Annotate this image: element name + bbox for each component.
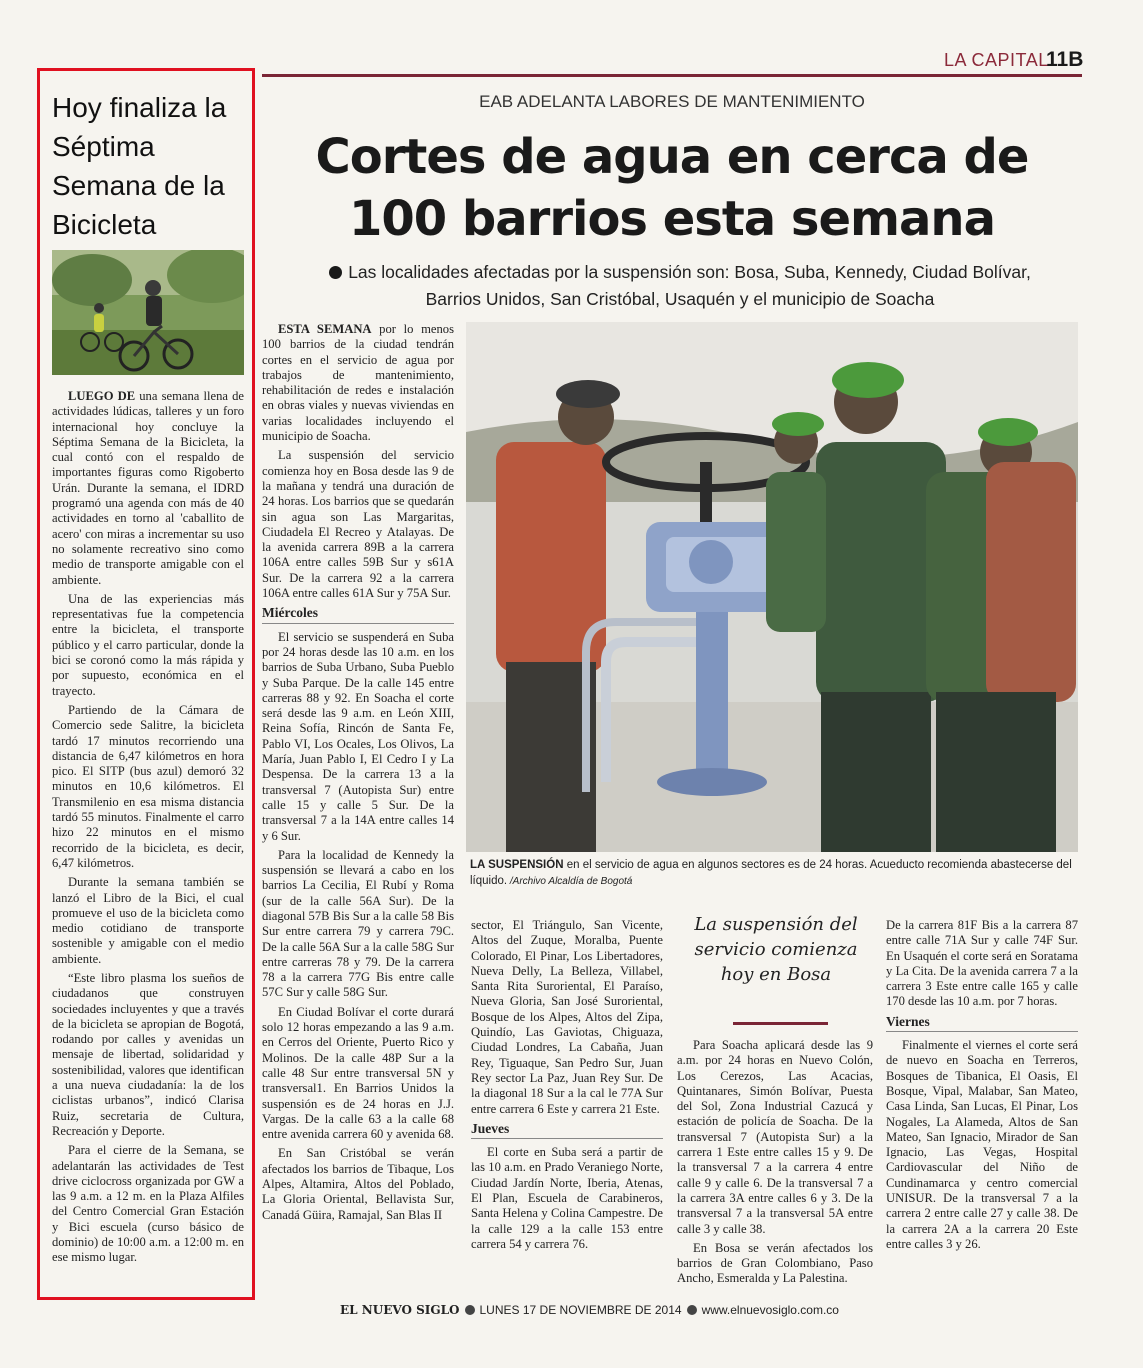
subhead-line: Barrios Unidos, San Cristóbal, Usaquén y el municipio de Soacha	[425, 289, 935, 309]
sidebar-body	[52, 389, 244, 1270]
subheading-miercoles: Miércoles	[262, 605, 454, 623]
sidebar-paragraph: Partiendo de la Cámara de Comercio sede Salitre, la bicicleta tardó 17 minutos recorriendo una distancia de 6,47 kilómetros en hora pico. El SITP (bus azul) demoró 32 minutos en 10,6 kilómetros. El Transmilenio en esa misma distancia tardó 55 minutos. Finalmente el carro hizo 22 minutos en el mismo recorrido de la bicicleta, es decir, 6,47 kilómetros.	[52, 702, 244, 870]
caption-lead: LA SUSPENSIÓN	[470, 859, 564, 871]
article-headline	[262, 126, 1082, 250]
main-photo-workers-valve	[466, 322, 1078, 852]
page-footer	[262, 1303, 1082, 1317]
article-paragraph: La suspensión del servicio comienza hoy en Bosa desde las 9 de la mañana y tendrá una duración de 24 horas. Los barrios que se quedarán sin agua son Las Margaritas, Ciudadela El Recreo y Atalayas. De la avenida carrera 89B a la carrera 106A entre calles 59B Sur y s61A Sur. De la carrera 92 a la carrera 106A entre calles 61A Sur y 75A Sur.	[262, 448, 454, 601]
sidebar-title: Hoy finaliza la Séptima Semana de la Bicicleta	[52, 92, 227, 240]
pull-quote: La suspensión del servicio comienza hoy en Bosa	[694, 914, 858, 985]
subheading-jueves: Jueves	[471, 1121, 663, 1139]
sidebar-photo-cyclists	[52, 250, 244, 375]
header-rule	[262, 74, 1082, 77]
subheading-viernes: Viernes	[886, 1014, 1078, 1032]
sidebar-paragraph: Una de las experiencias más representativas fue la competencia entre la bicicleta, el transporte público y el carro particular, donde la bici se coronó como la más rápida y por supuesto, económica en el trayecto.	[52, 591, 244, 698]
footer-date: LUNES 17 DE NOVIEMBRE DE 2014	[479, 1303, 682, 1317]
sidebar-paragraph: Durante la semana también se lanzó el Libro de la Bici, el cual promueve el uso de la bicicleta como medio cotidiano de transporte sostenible y amigable con el medio ambiente.	[52, 875, 244, 966]
article-paragraph: sector, El Triángulo, San Vicente, Altos del Zuque, Moralba, Puente Colorado, El Pinar, Los Libertadores, Nueva Delly, La Belleza, Villabel, Santa Rita Suroriental, El Paraíso, Nueva Gloria, San José Suroriental, Bosque de los Alpes, Altos del Zipa, Quindío, Las Gaviotas, Chiguaza, Ciudad Londres, La Cabaña, Juan Rey, Tiguaque, San Pedro Sur, Juan Rey sector La Paz, Juan Rey Sur. De la diagonal 18 Sur a la cal le 77A Sur entre carrera 6 Este y carrera 21 Este.	[471, 918, 663, 1116]
section-name: LA CAPITAL	[944, 50, 1049, 70]
sidebar-paragraph: Para el cierre de la Semana, se adelantarán las actividades de Test drive ciclocross organizada por GW a las 9 a.m. a 12 m. en la Plaza Alfiles del Centro Comercial Gran Estación y Bici escuela (curso básico de dominio) de 10:00 a.m. a 12:00 m. en ese mismo lugar.	[52, 1143, 244, 1265]
article-column-2	[471, 918, 663, 1256]
newspaper-brand: EL NUEVO SIGLO	[340, 1303, 460, 1317]
article-paragraph: El corte en Suba será a partir de las 10 a.m. en Prado Veraniego Norte, Ciudad Jardín Norte, Iberia, Atenas, El Plan, Escuela de Carabineros, Santa Helena y Colina Campestre. De la calle 129 a la calle 153 entre carrera 54 y carrera 76.	[471, 1145, 663, 1251]
headline-line: 100 barrios esta semana	[349, 191, 995, 247]
article-paragraph: En San Cristóbal se verán afectados los barrios de Tibaque, Los Alpes, Altamira, Altos del Poblado, La Gloria Oriental, Bellavista Sur, Canadá Güira, Ramajal, San Blas II	[262, 1146, 454, 1222]
article-lead: ESTA SEMANA	[278, 322, 372, 336]
article-paragraph: Para Soacha aplicará desde las 9 a.m. por 24 horas en Nuevo Colón, Los Cerezos, Las Acacias, Quintanares, Simón Bolívar, Puesta del Sol, Zona Industrial Cazucá y estación de policía de Soacha. De la transversal 7 (Autopista Sur) a la carrera 1 Este entre calles 15 y 9. De la transversal 7 a la carrera 4 entre calle 9 y calle 6. De la transversal 7 a la carrera 3A entre calles 6 y 3. De la transversal 7 a la transversal 5A entre calle 3 y calle 38.	[677, 1038, 873, 1236]
photo-caption	[470, 857, 1076, 890]
sidebar-paragraph: “Este libro plasma los sueños de ciudadanos que construyen sociedades incluyentes y que a través de la bicicleta se apropian de Bogotá, rodando por calles y avenidas un mensaje de libertad, solidaridad y sostenibilidad, valores que identifican a una nueva ciudadanía: la de los ciclistas urbanos”, indicó Clarisa Ruiz, secretaria de Cultura, Recreación y Deporte.	[52, 970, 244, 1138]
article-paragraph: El servicio se suspenderá en Suba por 24 horas desde las 10 a.m. en los barrios de Suba Urbano, Suba Pueblo y Suba Parque. De la calle 145 entre carreras 88 y 92. En Soacha el corte será desde las 9 a.m. en León XIII, Reina Sofía, Rincón de Santa Fe, Pablo VI, Los Ocales, Los Olivos, La María, Juan Pablo I, El Cedro I y La Despensa. De la carrera 13 a la transversal 7 (Autopista Sur) entre calle 15 y calle 5 Sur. De la transversal 7 a la 14A entre calles 14 y 6 Sur.	[262, 629, 454, 843]
photo-credit: /Archivo Alcaldía de Bogotá	[507, 876, 633, 887]
article-paragraph: En Bosa se verán afectados los barrios de Gran Colombiano, Paso Ancho, Esmeralda y La Palestina.	[677, 1240, 873, 1286]
sidebar-paragraph: una semana llena de actividades lúdicas, talleres y un foro internacional hoy concluye la Séptima Semana de la Bicicleta, la cual contó con el respaldo de importantes figuras como Rigoberto Urán. Durante la semana, el IDRD programó una agenda con más de 40 actividades en torno al 'caballito de acero' con miras a incrementar su uso no solamente recreativo sino como medio de transporte amigable con el ambiente.	[52, 389, 244, 587]
footer-url[interactable]: www.elnuevosiglo.com.co	[701, 1303, 839, 1317]
article-paragraph: Para la localidad de Kennedy la suspensión se llevará a cabo en los barrios La Cecilia, El Rubí y Roma (sur de la calle 56A Sur). De la diagonal 57B Bis Sur a la calle 58 Bis Sur entre carrera 79 y carrera 79C. De la calle 56A Sur a la calle 58G Sur entre carreras 78 y 79. De la carrera 78 a la carrera 77G Bis entre calle 57C Sur y calle 58G Sur.	[262, 847, 454, 1000]
caption-text: en el servicio de agua en algunos sectores es de 24 horas. Acueducto recomienda abastecerse del líquido.	[470, 859, 1072, 887]
bullet-icon	[329, 266, 342, 279]
pull-quote-rule	[733, 1022, 828, 1025]
bullet-icon	[465, 1305, 475, 1315]
sidebar-lead: LUEGO DE	[68, 389, 136, 403]
headline-line: Cortes de agua en cerca de	[315, 129, 1029, 185]
article-column-3	[677, 1038, 873, 1291]
subhead-line: Las localidades afectadas por la suspensión son: Bosa, Suba, Kennedy, Ciudad Bolívar,	[348, 262, 1031, 282]
article-paragraph: por lo menos 100 barrios de la ciudad tendrán cortes en el servicio de agua por trabajos de mantenimiento, rehabilitación de redes e instalación en obras viales y nuevas viviendas en varias localidades incluyendo el municipio de Soacha.	[262, 322, 454, 444]
bullet-icon	[687, 1305, 697, 1315]
page-number: 11B	[1046, 48, 1084, 71]
article-paragraph: De la carrera 81F Bis a la carrera 87 entre calle 71A Sur y calle 74F Sur. En Usaquén el corte será en Soratama y La Cita. De la avenida carrera 7 a la carrera 3 Este entre calle 165 y calle 170 desde las 10 a.m. por 7 horas.	[886, 918, 1078, 1009]
article-paragraph: En Ciudad Bolívar el corte durará solo 12 horas empezando a las 9 a.m. en Cerros del Oriente, Puerto Rico y Molinos. De la calle 48P Sur a la calle 48 Sur entre transversal 5N y transversal1. En Barrios Unidos la suspensión es de 24 horas en J.J. Vargas. De la calle 63 a la calle 68 entre avenida carrera 60 y avenida 68.	[262, 1004, 454, 1142]
article-paragraph: Finalmente el viernes el corte será de nuevo en Soacha en Terreros, Bosques de Tibanica, El Oasis, El Bosque, Vipal, Malabar, San Mateo, Casa Linda, San Lucas, El Pinar, Los Nogales, La Alameda, Altos de San Mateo, San Ignacio, Mirador de San Ignacio, Las Vegas, Hospital Cardiovascular del Niño de Cundinamarca y centro comercial UNISUR. De la transversal 7 a la carrera 2 entre calle 27 y calle 38. De la carrera 2A a la carrera 20 Este entre calles 3 y 26.	[886, 1038, 1078, 1251]
article-subhead	[300, 259, 1060, 313]
article-column-1	[262, 322, 454, 1227]
article-column-4	[886, 918, 1078, 1256]
article-kicker: EAB ADELANTA LABORES DE MANTENIMIENTO	[479, 92, 865, 111]
